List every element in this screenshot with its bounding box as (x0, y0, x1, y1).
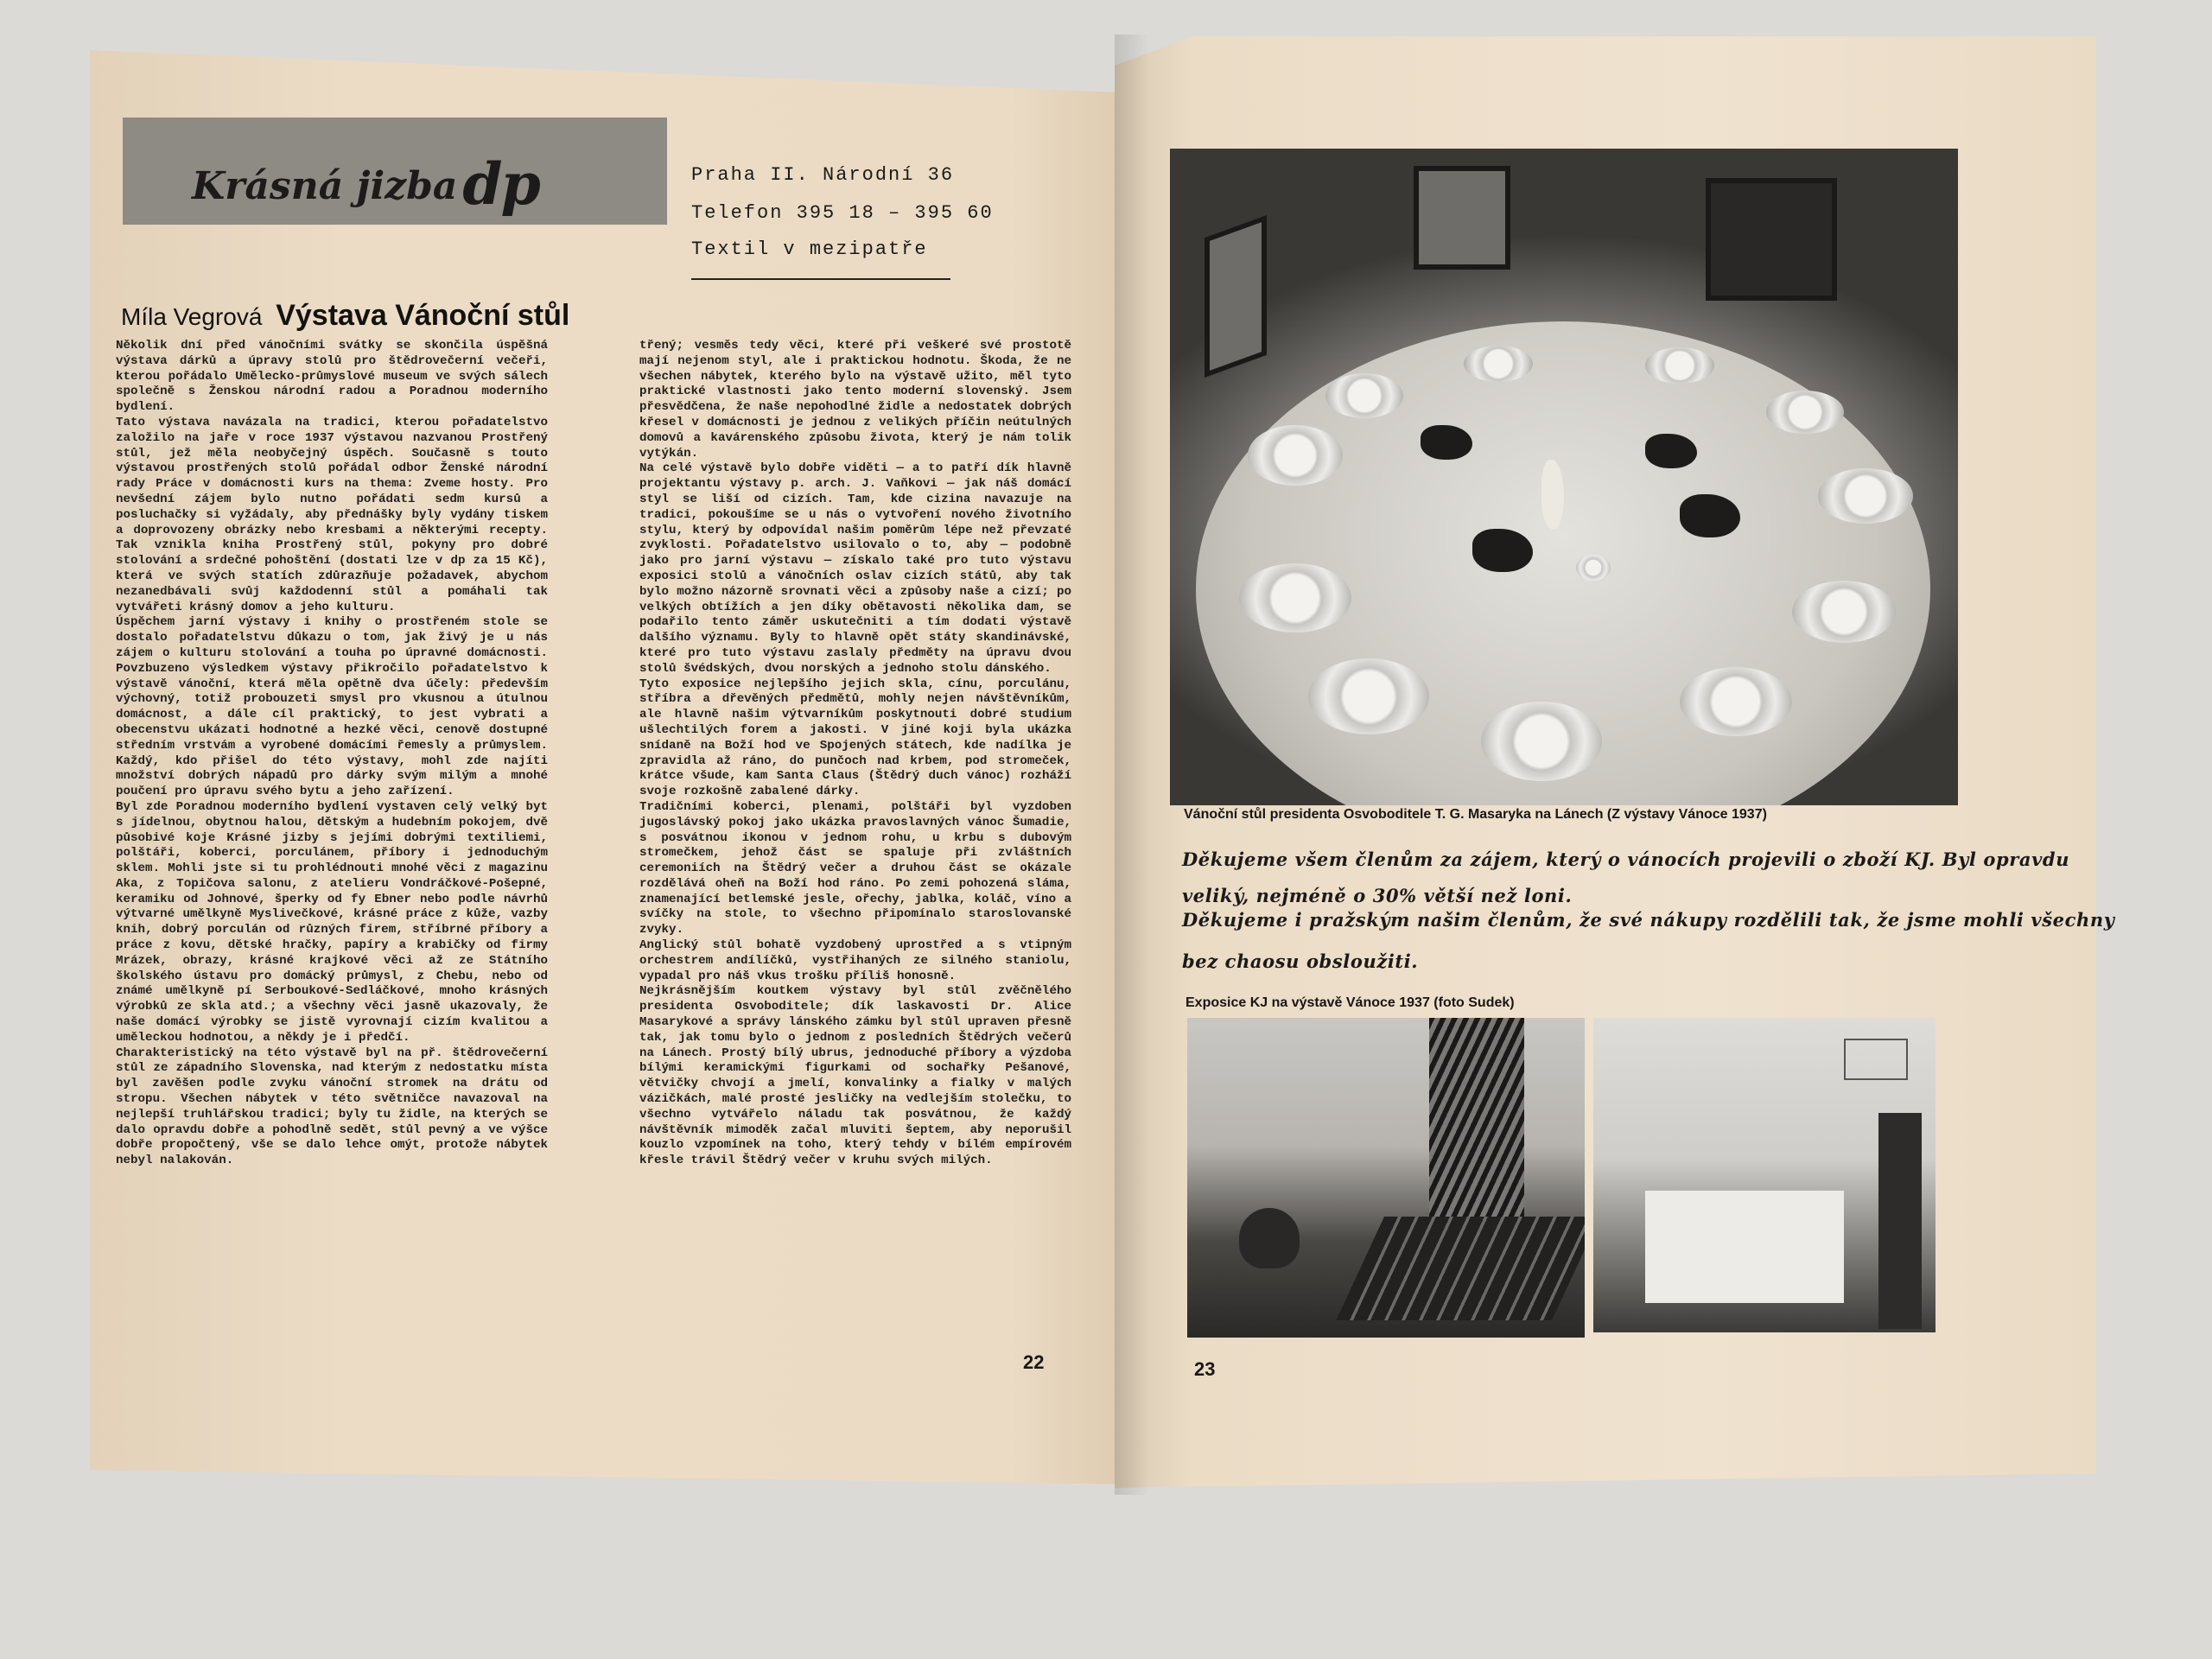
main-photo-caption: Vánoční stůl presidenta Osvoboditele T. G. Masaryka na Lánech (Z výstavy Vánoce 1937) (1184, 807, 1767, 822)
address-line-3: Textil v mezipatře (691, 238, 928, 260)
plate (1481, 702, 1602, 781)
plate (1239, 563, 1351, 632)
paragraph: Tyto exposice nejlepšího jejich skla, cínu, porculánu, stříbra a dřevěných předmětů, mohly nejen návštěvníkům, ale hlavně našim výtvarníkům poskytnouti dobré studium ušlechtilých forem a jakosti. V jiné koji byla ukázka snídaně na Boží hod ve Spojených státech, kde nadílka je zpravidla až ráno, do punčoch nad krbem, pod stromeček, krátce všude, kam Santa Claus (Štědrý duch vánoc) rozháží svoje rozkošně zabalené dárky. (639, 677, 1071, 799)
paragraph: Nejkrásnějším koutkem výstavy byl stůl zvěčnělého presidenta Osvoboditele; dík laskavosti Dr. Alice Masarykové a správy lánského zámku byl stůl upraven přesně tak, jak tomu bylo o jednom z posledních Štědrých večerů na Lánech. Prostý bílý ubrus, jednoduché příbory a výzdoba bílými keramickými figurkami od sochařky Pešanové, větvičky chvojí a jmelí, konvalinky a fialky v malých vázičkách, malé prosté jesličky na vedlejším stolečku, to všechno vytvářelo náladu tak posvátnou, že každý návštěvník mimoděk začal mluviti šeptem, aby neporušil kouzlo vzpomínek na toho, který tehdy v bílém empírovém křesle trávil Štědrý večer v kruhu svých milých. (639, 984, 1071, 1168)
plate (1308, 658, 1429, 734)
paragraph: Na celé výstavě bylo dobře viděti — a to patří dík hlavně projektantu výstavy p. arch. J. Vaňkovi — jak náš domácí styl se liší od cizích. Tam, kde cizina navazuje na tradici, pokoušíme se u nás o vytvoření nového životního stylu, který by odpovídal našim poměrům lépe než převzaté zvyklosti. Pořadatelstvo usilovalo o to, aby — podobně jako pro jarní výstavu — získalo také pro tuto výstavu exposici stolů a vánočních oslav cizích států, aby tak bylo možno názorně srovnati věci a způsoby naše a cizí; po velkých obtížích a jen díky obětavosti několika dam, se podařilo tento záměr uskutečniti a tím dodati výstavě dalšího významu. Byly to hlavně opět státy skandinávské, které pro tuto výstavu zaslaly předměty na úpravu dvou stolů švédských, dvou norských a jednoho stolu dánského. (639, 461, 1071, 676)
paragraph: Tradičními koberci, plenami, polštáři byl vyzdoben jugoslávský pokoj jako ukázka pravoslavných vánoc Šumadie, s posvátnou ikonou v jednom rohu, u krbu s dubovým stromečkem, jehož část se spaluje při zvláštních ceremoniích na Štědrý večer a druhou část se okázale rozdělává oheň na Boží hod ráno. Po zemi pohozená sláma, znamenající betlemské jesle, ořechy, jablka, koláč, víno a svíčky na stole, to všechno připomínalo staroslovanské zvyky. (639, 799, 1071, 938)
zebra-rug (1429, 1018, 1524, 1217)
wall-pictures (1844, 1039, 1908, 1080)
plate (1766, 391, 1844, 434)
greenery (1680, 494, 1740, 537)
masthead-banner (123, 118, 667, 225)
page-number-right: 23 (1194, 1358, 1216, 1380)
paragraph: Charakteristický na této výstavě byl na př. štědrovečerní stůl ze západního Slovenska, nad kterým z nedostatku místa byl zavěšen podle zvyku vánoční stromek na drátu od stropu. Všechen nábytek v této světničce navazoval na nejlepší truhlářskou tradici; byly tu židle, na kterých se dalo opravdu dobře a pohodlně sedět, stůl pevný a ve výšce dobře propočtený, vše se dalo lehce omýt, protože nábytek nebyl nalakován. (116, 1046, 548, 1168)
address-rule (691, 278, 950, 280)
article-column-1 (116, 339, 548, 1169)
plate (1680, 667, 1792, 736)
thanks-line-1: Děkujeme všem členům za zájem, který o vánocích projevili o zboží KJ. Byl opravdu (1182, 849, 2070, 870)
masthead-title (192, 150, 539, 218)
plate (1792, 581, 1896, 643)
patterned-rug (1336, 1217, 1585, 1320)
white-tablecloth (1645, 1191, 1844, 1303)
table-photo (1170, 149, 1958, 805)
paragraph: třený; vesměs tedy věci, které při veškeré své prostotě mají nejenom styl, ale i praktickou hodnotu. Škoda, že ne všechen nábytek, kterého bylo na výstavě užito, měl tyto praktické vlastnosti jako tento moderní slovenský. Jsem přesvědčena, že naše nepohodlné židle a nedostatek dobrých křesel v domácnosti je jednou z velikých příčin neútulných domovů a kavárenského způsobu života, který je nám tolik vytýkán. (639, 339, 1071, 461)
plate (1248, 425, 1343, 486)
thanks-line-3: Děkujeme i pražským našim členům, že své nákupy rozdělili tak, že jsme mohli všechny (1182, 909, 2115, 931)
pedestal (1878, 1113, 1922, 1329)
plate (1325, 373, 1403, 418)
book-spine-shadow (1115, 35, 1149, 1495)
exposition-photo-right (1593, 1018, 1936, 1332)
paragraph: Úspěchem jarní výstavy i knihy o prostřeném stole se dostalo pořadatelstvu důkazu o tom, jak živý je u nás zájem o kulturu stolování a touha po úpravné domácnosti. Povzbuzeno výsledkem výstavy přikročilo pořadatelstvo k výstavě vánoční, která měla opětně dva účely: především výchovný, totiž probouzeti smysl pro vkusnou a útulnou domácnost, a dále cíl praktický, to jest vybrati a obecenstvu ukázati hodnotné a hezké věci, cenově dostupné středním vrstvám a vyrobené domácími řemesly a průmyslem. Každý, kdo přišel do této výstavy, mohl zde najíti množství dobrých nápadů pro dárky svým milým a mnohé poučení pro úpravu svého bytu a jeho zařízení. (116, 615, 548, 799)
plate (1818, 468, 1913, 524)
picture-frame (1205, 215, 1267, 378)
page-number-left: 22 (1023, 1351, 1045, 1373)
article-title: Výstava Vánoční stůl (276, 299, 570, 332)
paragraph: Anglický stůl bohatě vyzdobený uprostřed a s vtipným orchestrem andílíčků, vystřihaných ze silného staniolu, vypadal pro náš vkus trošku příliš honosně. (639, 938, 1071, 983)
greenery (1645, 434, 1697, 468)
address-line-1: Praha II. Národní 36 (691, 164, 955, 186)
plate (1576, 555, 1611, 581)
picture-frame (1706, 178, 1837, 301)
picture-frame (1414, 166, 1510, 270)
plate (1464, 346, 1533, 382)
paragraph: Několik dní před vánočními svátky se skončila úspěšná výstava dárků a úpravy stolů pro štědrovečerní večeři, kterou pořádalo Umělecko-průmyslové museum ve svých sálech společně s Ženskou národní radou a Poradnou moderního bydlení. (116, 339, 548, 415)
thanks-line-4: bez chaosu obsloužiti. (1182, 950, 1419, 972)
paragraph: Tato výstava navázala na tradici, kterou pořadatelstvo založilo na jaře v roce 1937 výstavou nazvanou Prostřený stůl, jež měla neobyčejný úspěch. Současně s touto výstavou prostřených stolů pořádal odbor Ženské národní rady Práce v domácnosti kurs na thema: Zveme hosty. Pro nevšední zájem bylo nutno pořádati sedm kursů a posluchačky si vyžádaly, aby přednášky byly vydány tiskem a doprovozeny obrázky nebo kresbami a některými recepty. Tak vznikla kniha Prostřený stůl, pokyny pro dobré stolování a srdečné pohoštění (dostati lze v dp za 15 Kč), která ve svých statích zdůrazňuje požadavek, abychom nezanedbávali svůj každodenní stůl a pomáhali tak vytvářeti krásný domov a jeho kulturu. (116, 415, 548, 614)
address-line-2: Telefon 395 18 – 395 60 (691, 202, 994, 224)
greenery (1472, 529, 1533, 572)
round-table (1196, 321, 1930, 805)
exposition-caption: Exposice KJ na výstavě Vánoce 1937 (foto Sudek) (1185, 995, 1515, 1010)
article-byline (121, 299, 569, 333)
article-column-2 (639, 339, 1071, 1169)
exposition-photo-left (1187, 1018, 1585, 1338)
plate (1645, 347, 1714, 384)
teapot (1239, 1208, 1300, 1268)
article-author: Míla Vegrová (121, 303, 263, 330)
figurine (1541, 460, 1564, 529)
masthead-title-text: Krásná jizba (192, 164, 458, 208)
dp-logo: dp (462, 150, 539, 218)
greenery (1421, 425, 1472, 460)
paragraph: Byl zde Poradnou moderního bydlení vystaven celý velký byt s jídelnou, obytnou halou, dětským a hudebním pokojem, dvě působivé koje Krásné jizby s jejími dobrými textiliemi, polštáři, koberci, porculánem, příbory i jednoduchým sklem. Mohli jste si tu prohlédnouti mnohé věci z magazinu Aka, z Topičova salonu, z atelieru Vondráčkové-Pošepné, keramiku od Johnové, šperky od fy Ebner nebo podle návrhů výtvarné umělkyně Myslivečkové, krásné práce z kůže, vazby knih, dobrý porculán od různých firem, stříbrné příbory a práce z kovu, dětské hračky, papíry a krabičky od firmy Mrázek, obrazy, krásné krajkové věci až ze Státního školského ústavu pro domácký průmysl, z Chebu, nebo od známé umělkyně pí Serboukové-Sedláčkové, mnoho krásných výrobků ze skla atd.; a všechny věci jasně ukazovaly, že naše domácí výrobky se jistě vyrovnají cizím kvalitou a uměleckou hodnotou, a někdy je i předčí. (116, 799, 548, 1045)
thanks-line-2: veliký, nejméně o 30% větší než loni. (1182, 885, 1573, 906)
